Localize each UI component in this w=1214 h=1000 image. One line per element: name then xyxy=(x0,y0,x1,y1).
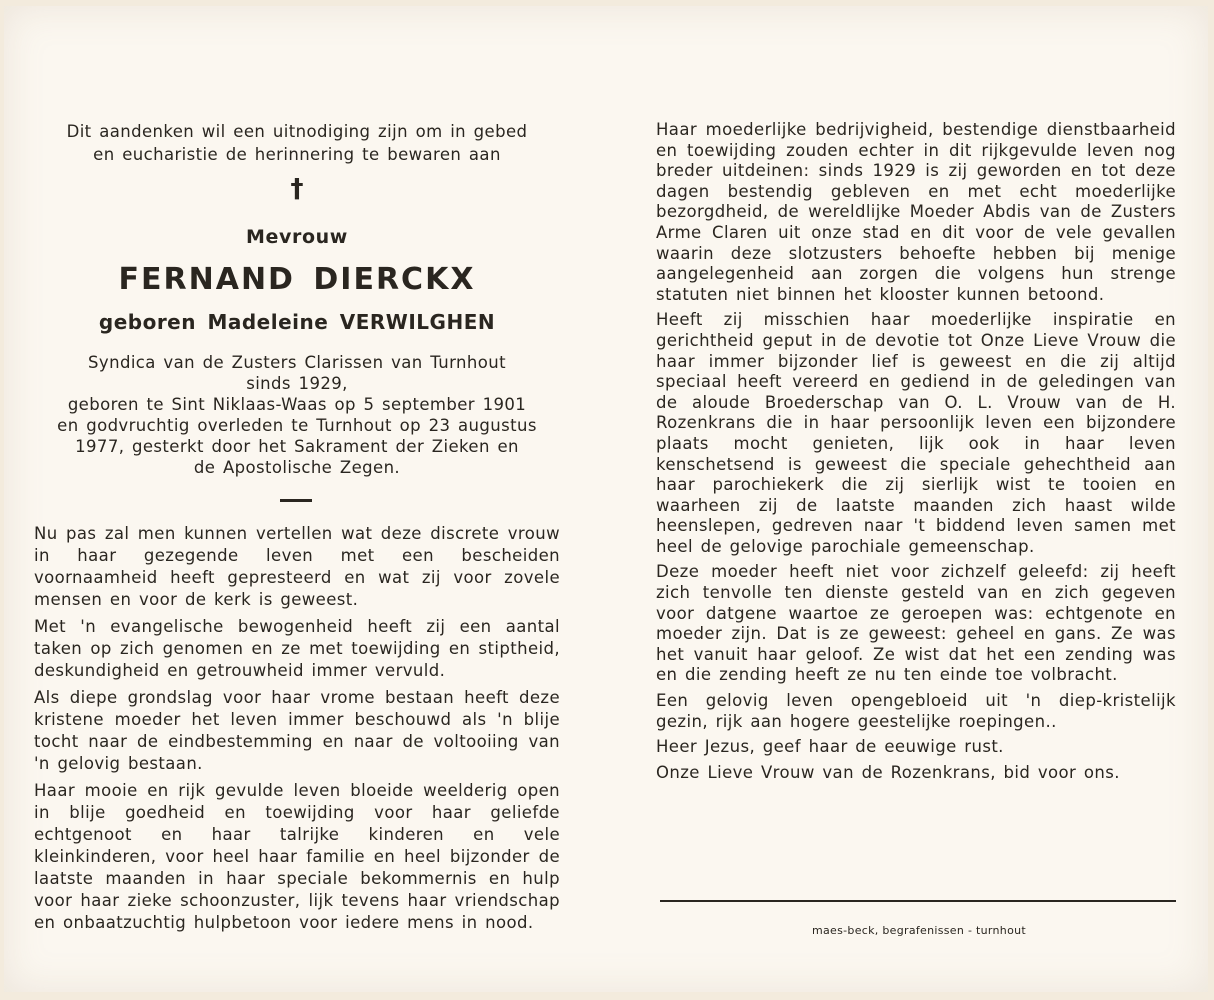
paragraph: Heeft zij misschien haar moederlijke inspiratie en gerichtheid geput in de devotie tot Onze Lieve Vrouw die haar immer bijzonder lief is geweest en die zij altijd speciaal heeft vereerd en gediend in de geledingen van de aloude Broederschap van O. L. Vrouw van de H. Rozenkrans die in haar persoonlijk leven een bijzondere plaats mocht genieten, lijk ook in haar leven kenschetsend is geweest die speciale gehechtheid aan haar parochiekerk die zij sierlijk wist te tooien en waarheen zij de laatste maanden zich haast wilde heenslepen, gedreven naar 't biddend leven samen met heel de gelovige parochiale gemeenschap. xyxy=(656,310,1176,556)
intro-line: Dit aandenken wil een uitnodiging zijn om in gebed xyxy=(66,122,528,141)
honorific: Mevrouw xyxy=(246,226,348,248)
bio-line: sinds 1929, xyxy=(246,374,348,393)
right-body xyxy=(656,120,1176,788)
intro-line: en eucharistie de herinnering te bewaren aan xyxy=(93,145,501,164)
paragraph: Haar moederlijke bedrijvigheid, bestendige dienstbaarheid en toewijding zouden echter in dit rijkgevulde leven nog breder uitdeinen: sinds 1929 is zij geworden en tot deze dagen bestendig gebleven en met echt moederlijke bezorgdheid, de wereldlijke Moeder Abdis van de Zusters Arme Claren uit onze stad en dit voor de vele gevallen waarin deze slotzusters behoefte hebben bij menige aangelegenheid aan zorgen die volgens hun strenge statuten niet binnen het klooster kunnen betoond. xyxy=(656,120,1176,304)
cross-icon: † xyxy=(290,174,304,204)
paragraph: Deze moeder heeft niet voor zichzelf geleefd: zij heeft zich tenvolle ten dienste gesteld van en zich gegeven voor datgene waartoe ze geroepen was: echtgenote en moeder zijn. Dat is ze geweest: geheel en gans. Ze was het vanuit haar geloof. Ze wist dat het een zending was en die zending heeft ze nu ten einde toe volbracht. xyxy=(656,562,1176,685)
bio-line: geboren te Sint Niklaas-Waas op 5 september 1901 xyxy=(67,395,527,414)
left-body xyxy=(34,523,560,939)
bio-line: 1977, gesterkt door het Sakrament der Zieken en xyxy=(75,437,519,456)
printer-credit: maes-beck, begrafenissen - turnhout xyxy=(812,924,1026,937)
bio-line: en godvruchtig overleden te Turnhout op 23 augustus xyxy=(57,416,537,435)
paragraph: Een gelovig leven opengebloeid uit 'n diep-kristelijk gezin, rijk aan hogere geestelijke roepingen.. xyxy=(656,691,1176,731)
bio-line: de Apostolische Zegen. xyxy=(193,458,401,477)
bottom-rule xyxy=(660,900,1176,902)
prayer-line: Onze Lieve Vrouw van de Rozenkrans, bid voor ons. xyxy=(656,762,1120,782)
biography xyxy=(34,352,560,478)
intro-text xyxy=(34,120,560,166)
memorial-card xyxy=(4,6,1208,992)
birth-name: geboren Madeleine VERWILGHEN xyxy=(98,310,496,334)
divider xyxy=(280,499,312,502)
prayer-line: Heer Jezus, geef haar de eeuwige rust. xyxy=(656,737,1004,757)
deceased-name: FERNAND DIERCKX xyxy=(118,262,476,297)
bio-line: Syndica van de Zusters Clarissen van Turnhout xyxy=(88,353,506,372)
paragraph: Als diepe grondslag voor haar vrome bestaan heeft deze kristene moeder het leven immer beschouwd als 'n blije tocht naar de eindbestemming en naar de voltooiing van 'n gelovig bestaan. xyxy=(34,688,560,773)
paragraph: Haar mooie en rijk gevulde leven bloeide weelderig open in blije goedheid en toewijding voor haar geliefde echtgenoot en haar talrijke kinderen en vele kleinkinderen, voor heel haar familie en heel bijzonder de laatste maanden in haar speciale bekommernis en hulp voor haar zieke schoonzuster, lijk tevens haar vriendschap en onbaatzuchtig hulpbetoon voor iedere mens in nood. xyxy=(34,781,560,932)
paragraph: Nu pas zal men kunnen vertellen wat deze discrete vrouw in haar gezegende leven met een bescheiden voornaamheid heeft gepresteerd en wat zij voor zovele mensen en voor de kerk is geweest. xyxy=(34,524,560,609)
paragraph: Met 'n evangelische bewogenheid heeft zij een aantal taken op zich genomen en ze met toewijding en stiptheid, deskundigheid en getrouwheid immer vervuld. xyxy=(34,617,560,680)
